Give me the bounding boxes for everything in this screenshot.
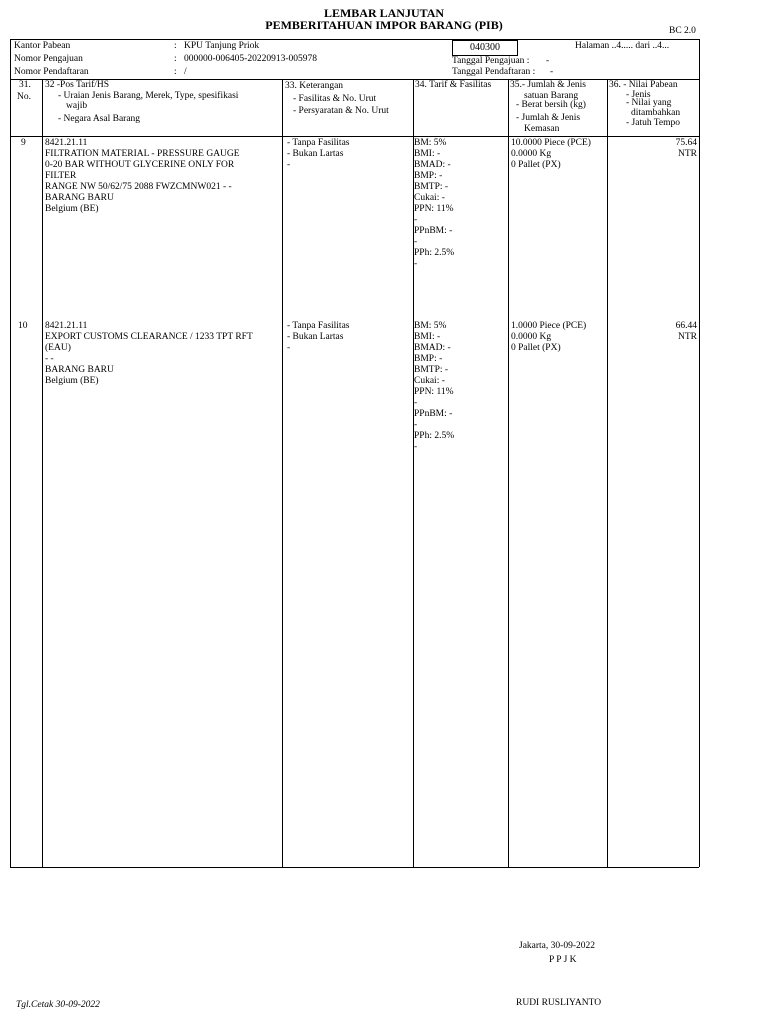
- header-divider-line: [10, 79, 699, 80]
- tarif-line: BMAD: -: [414, 343, 451, 353]
- desc-line: BARANG BARU: [45, 365, 114, 375]
- desc-line: 0-20 BAR WITHOUT GLYCERINE ONLY FOR: [45, 160, 235, 170]
- tarif-line: PPN: 11%: [414, 387, 454, 397]
- col32-header-line4: - Negara Asal Barang: [58, 114, 141, 124]
- col33-header-line3: - Persyaratan & No. Urut: [293, 106, 389, 116]
- desc-line: (EAU): [45, 343, 71, 353]
- col35-header-line2: satuan Barang: [524, 91, 579, 101]
- col35-header-line1: 35.- Jumlah & Jenis: [510, 80, 586, 90]
- col35-header-line5: Kemasan: [524, 124, 560, 134]
- col35-header-line3: - Berat bersih (kg): [516, 100, 586, 110]
- row-number: 10: [18, 321, 28, 331]
- tarif-line: BM: 5%: [414, 321, 447, 331]
- row-nilai-pabean: 75.64: [675, 138, 697, 148]
- print-date: Tgl.Cetak 30-09-2022: [16, 1000, 100, 1010]
- desc-line: EXPORT CUSTOMS CLEARANCE / 1233 TPT RFT: [45, 332, 253, 342]
- tarif-line: BMAD: -: [414, 160, 451, 170]
- tarif-line: BMTP: -: [414, 365, 449, 375]
- tanggal-pendaftaran-value: -: [550, 67, 554, 77]
- col36-header-line3: - Nilai yang: [626, 98, 672, 108]
- ppjk-label: P P J K: [549, 955, 577, 965]
- colon-2: :: [174, 54, 177, 64]
- tarif-line: -: [414, 237, 418, 247]
- desc-line: FILTER: [45, 171, 77, 181]
- col-divider-1: [42, 79, 43, 867]
- col-divider-4: [508, 79, 509, 867]
- col32-header-line3: wajib: [66, 101, 88, 111]
- tanggal-pengajuan-label: Tanggal Pengajuan :: [452, 56, 530, 66]
- col35-header-line4: - Jumlah & Jenis: [516, 113, 581, 123]
- col36-header-line4: ditambahkan: [631, 108, 681, 118]
- row-keterangan: [287, 321, 349, 354]
- tarif-line: Cukai: -: [414, 376, 445, 386]
- document-title-line1: LEMBAR LANJUTAN: [323, 6, 445, 20]
- colon-3: :: [174, 67, 177, 77]
- frame-top-line: [10, 39, 699, 40]
- col31-header-label: No.: [17, 92, 31, 102]
- jumlah-line: 1.0000 Piece (PCE): [511, 321, 587, 331]
- office-code-box: 040300: [452, 40, 518, 56]
- signer-name: RUDI RUSLIYANTO: [516, 998, 602, 1008]
- tarif-line: PPh: 2.5%: [414, 431, 455, 441]
- col34-header: 34. Tarif & Fasilitas: [415, 80, 492, 90]
- tarif-line: BMI: -: [414, 332, 441, 342]
- tarif-line: BMP: -: [414, 171, 443, 181]
- nomor-pengajuan-value: 000000-006405-20220913-005978: [184, 54, 317, 64]
- frame-left-line: [10, 39, 11, 867]
- ket-line: -: [287, 343, 291, 353]
- col-divider-2: [282, 79, 283, 867]
- col-divider-5: [607, 79, 608, 867]
- row-description: [45, 138, 240, 215]
- ket-line: - Bukan Lartas: [287, 149, 344, 159]
- row-tarif: [414, 321, 454, 453]
- column-header-bottom-line: [10, 136, 699, 137]
- row-jenis: NTR: [678, 149, 697, 159]
- desc-line: 8421.21.11: [45, 138, 88, 148]
- tarif-line: Cukai: -: [414, 193, 445, 203]
- ket-line: - Bukan Lartas: [287, 332, 344, 342]
- desc-line: 8421.21.11: [45, 321, 88, 331]
- page-counter: Halaman ..4..... dari ..4...: [575, 41, 670, 51]
- row-keterangan: [287, 138, 349, 171]
- document-title-line2: PEMBERITAHUAN IMPOR BARANG (PIB): [265, 18, 503, 32]
- desc-line: RANGE NW 50/62/75 2088 FWZCMNW021 - -: [45, 182, 232, 192]
- frame-right-line: [699, 39, 700, 867]
- col32-header-line2: - Uraian Jenis Barang, Merek, Type, spesifikasi: [58, 91, 239, 101]
- tanggal-pengajuan-value: -: [546, 56, 550, 66]
- frame-bottom-line: [10, 867, 699, 868]
- colon-1: :: [174, 41, 177, 51]
- jumlah-line: 0 Pallet (PX): [511, 160, 561, 170]
- desc-line: FILTRATION MATERIAL - PRESSURE GAUGE: [45, 149, 240, 159]
- ket-line: -: [287, 160, 291, 170]
- desc-line: Belgium (BE): [45, 376, 99, 386]
- jumlah-line: 0.0000 Kg: [511, 332, 552, 342]
- col33-header-line2: - Fasilitas & No. Urut: [293, 94, 377, 104]
- kantor-pabean-label: Kantor Pabean: [14, 41, 71, 51]
- row-jumlah: [511, 321, 586, 354]
- row-nilai-pabean: 66.44: [675, 321, 697, 331]
- col36-header-line5: - Jatuh Tempo: [626, 118, 681, 128]
- kantor-pabean-value: KPU Tanjung Priok: [184, 41, 260, 51]
- row-number: 9: [21, 138, 26, 148]
- row-tarif: [414, 138, 454, 270]
- tarif-line: BMTP: -: [414, 182, 449, 192]
- jumlah-line: 0.0000 Kg: [511, 149, 552, 159]
- tarif-line: -: [414, 398, 418, 408]
- tarif-line: PPnBM: -: [414, 226, 453, 236]
- col32-header-line1: 32 -Pos Tarif/HS: [45, 80, 110, 90]
- tarif-line: BM: 5%: [414, 138, 447, 148]
- tarif-line: BMP: -: [414, 354, 443, 364]
- jumlah-line: 10.0000 Piece (PCE): [511, 138, 591, 148]
- row-jumlah: [511, 138, 591, 171]
- jumlah-line: 0 Pallet (PX): [511, 343, 561, 353]
- nomor-pendaftaran-label: Nomor Pendaftaran: [14, 67, 89, 77]
- row-jenis: NTR: [678, 332, 697, 342]
- ket-line: - Tanpa Fasilitas: [287, 138, 350, 148]
- tarif-line: -: [414, 215, 418, 225]
- row-description: [45, 321, 253, 387]
- col31-header-num: 31.: [19, 80, 31, 90]
- tarif-line: -: [414, 259, 418, 269]
- nomor-pendaftaran-value: /: [184, 67, 187, 77]
- col33-header-line1: 33. Keterangan: [285, 81, 344, 91]
- tarif-line: BMI: -: [414, 149, 441, 159]
- form-code: BC 2.0: [669, 26, 696, 36]
- desc-line: Belgium (BE): [45, 204, 99, 214]
- desc-line: BARANG BARU: [45, 193, 114, 203]
- tarif-line: PPh: 2.5%: [414, 248, 455, 258]
- tarif-line: -: [414, 420, 418, 430]
- tarif-line: -: [414, 442, 418, 452]
- tarif-line: PPnBM: -: [414, 409, 453, 419]
- col36-header-line2: - Jenis: [626, 90, 651, 100]
- nomor-pengajuan-label: Nomor Pengajuan: [14, 54, 83, 64]
- ket-line: - Tanpa Fasilitas: [287, 321, 350, 331]
- tarif-line: PPN: 11%: [414, 204, 454, 214]
- col36-header-line1: 36. - Nilai Pabean: [609, 80, 678, 90]
- desc-line: - -: [45, 354, 54, 364]
- tanggal-pendaftaran-label: Tanggal Pendaftaran :: [452, 67, 536, 77]
- place-date: Jakarta, 30-09-2022: [519, 941, 595, 951]
